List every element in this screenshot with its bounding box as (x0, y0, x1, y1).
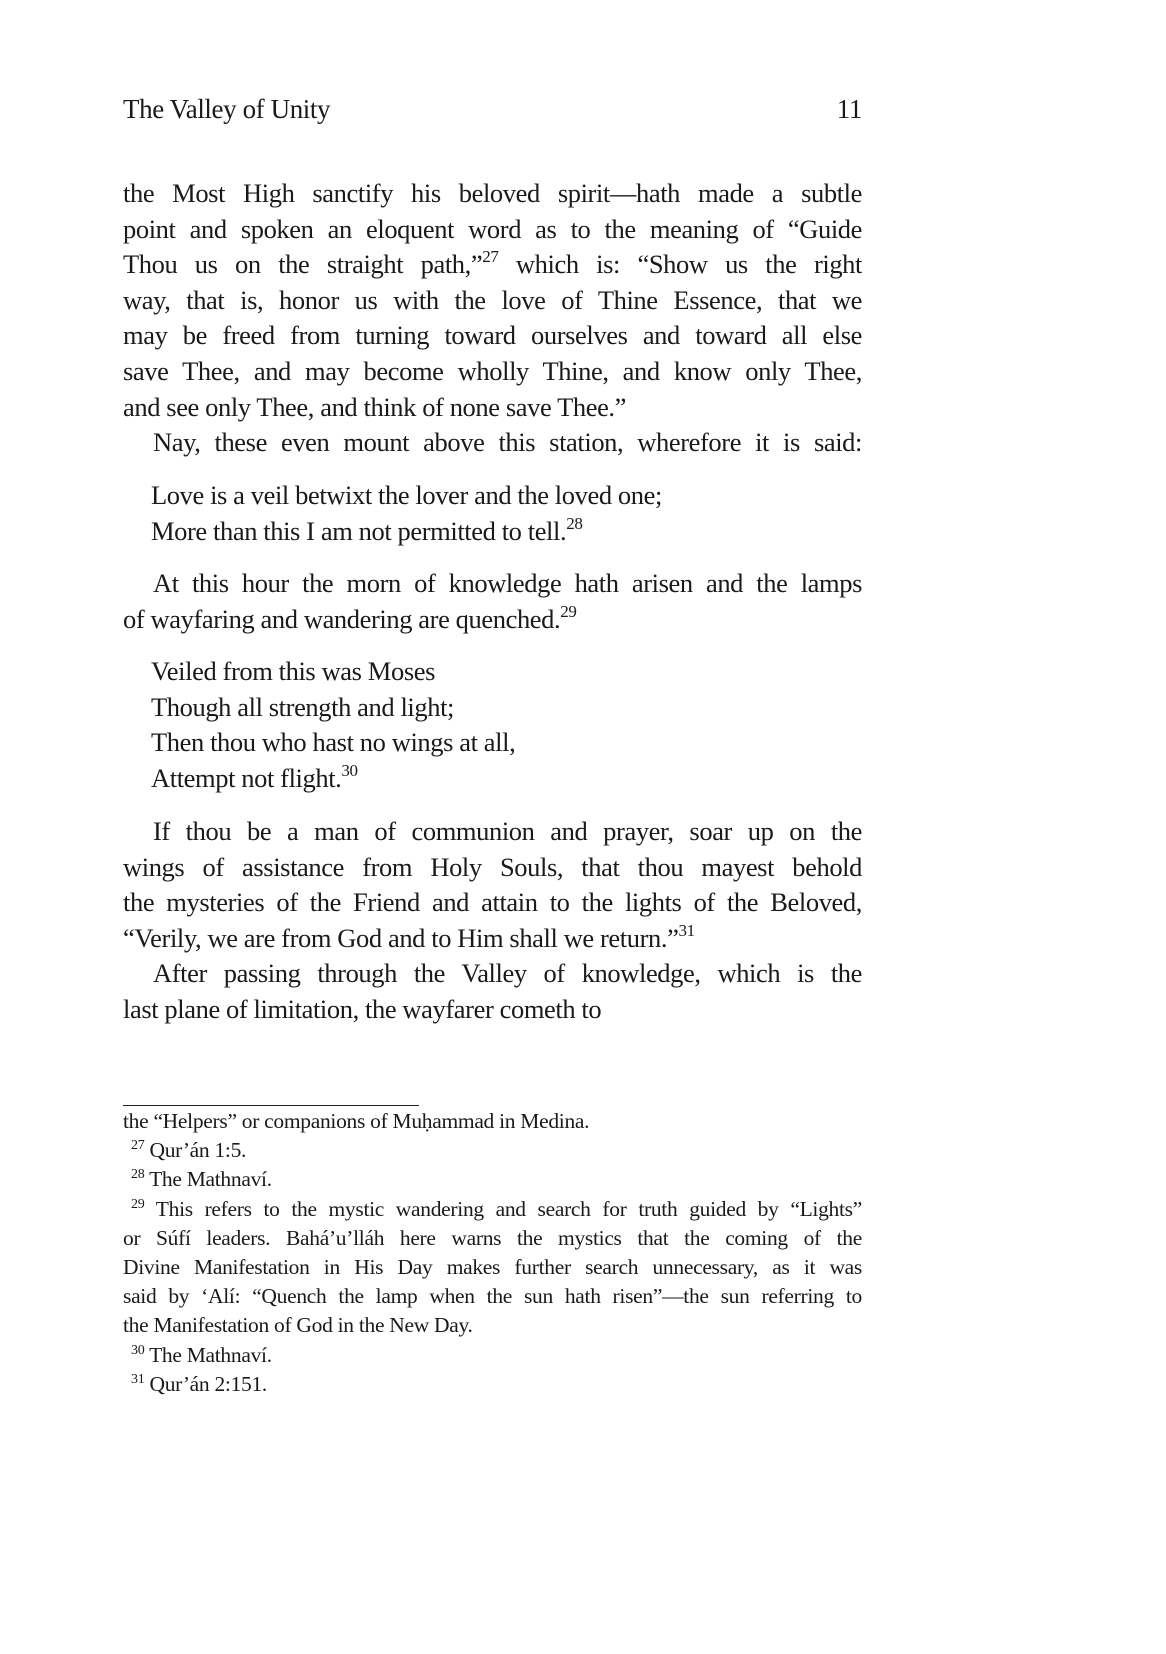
text-line (123, 921, 862, 957)
footnote-text: This refers to the mystic wandering and search for truth guided by “Lights” (144, 1196, 862, 1221)
footnote-text: the Manifestation of God in the New Day. (123, 1313, 473, 1338)
running-title: The Valley of Unity (123, 94, 331, 124)
footnote-ref: 28 (566, 513, 583, 533)
footnote-ref: 29 (560, 601, 577, 621)
footnote-number: 31 (131, 1371, 145, 1387)
text-line (123, 390, 862, 426)
line-text: More than this I am not permitted to tell. (151, 515, 567, 546)
line-text: “Verily, we are from God and to Him shall we return.” (123, 922, 679, 953)
text-line (123, 992, 862, 1028)
text-line (123, 514, 862, 550)
footnote-line (123, 1370, 862, 1399)
line-text: which is: “Show us the right (498, 249, 862, 280)
footnote-ref: 31 (678, 920, 695, 940)
line-text: save Thee, and may become wholly Thine, and know only Thee, (123, 355, 862, 386)
line-text: wings of assistance from Holy Souls, that thou mayest behold (123, 851, 862, 882)
line-text: the Most High sanctify his beloved spirit—hath made a subtle (123, 178, 862, 208)
text-line (123, 318, 862, 354)
line-text: Nay, these even mount above this station, wherefore it is said: (153, 427, 862, 458)
text-line (123, 247, 862, 283)
text-line (123, 956, 862, 992)
footnote-line (123, 1282, 862, 1311)
line-text: of wayfaring and wandering are quenched. (123, 603, 561, 634)
line-text: Then thou who hast no wings at all, (151, 727, 516, 758)
para-1 (123, 176, 862, 461)
verse-2 (123, 654, 862, 796)
page-number: 11 (836, 94, 862, 124)
text-line (123, 602, 862, 638)
text-line (123, 725, 862, 761)
text-line (123, 212, 862, 248)
line-text: point and spoken an eloquent word as to the meaning of “Guide (123, 213, 862, 244)
line-text: Though all strength and light; (151, 691, 455, 722)
line-text: After passing through the Valley of knowledge, which is the (153, 958, 862, 989)
text-line (123, 425, 862, 461)
line-text: At this hour the morn of knowledge hath arisen and the lamps (153, 568, 862, 598)
text-line (123, 885, 862, 921)
text-line (123, 176, 862, 212)
footnote-ref: 27 (482, 247, 499, 267)
para-3 (123, 814, 862, 1028)
line-text: and see only Thee, and think of none save Thee.” (123, 391, 627, 422)
text-line (123, 283, 862, 319)
footnote-number: 27 (131, 1138, 145, 1154)
footnote-text: The Mathnaví. (144, 1342, 272, 1367)
footnote-text: said by ‘Alí: “Quench the lamp when the sun hath risen”—the sun referring to (123, 1284, 862, 1309)
footnote-text: the “Helpers” or companions of Muḥammad in Medina. (123, 1109, 590, 1133)
line-text: Love is a veil betwixt the lover and the loved one; (151, 480, 662, 510)
line-text: Veiled from this was Moses (151, 656, 436, 686)
line-text: last plane of limitation, the wayfarer cometh to (123, 993, 602, 1024)
verse-1 (123, 478, 862, 549)
footnote-line (123, 1341, 862, 1370)
text-line (123, 850, 862, 886)
para-2 (123, 566, 862, 637)
text-line (123, 690, 862, 726)
footnote-ref: 30 (341, 760, 358, 780)
text-line (123, 761, 862, 797)
text-line (123, 354, 862, 390)
line-text: way, that is, honor us with the love of Thine Essence, that we (123, 284, 862, 315)
footnote-text: Divine Manifestation in His Day makes further search unnecessary, as it was (123, 1254, 862, 1279)
footnote-number: 29 (131, 1196, 145, 1212)
footnote-line (123, 1136, 862, 1165)
line-text: the mysteries of the Friend and attain to the lights of the Beloved, (123, 887, 862, 918)
text-line (123, 478, 862, 514)
footnote-number: 28 (131, 1167, 145, 1183)
footnote-line (123, 1311, 862, 1340)
footnote-rule (123, 1105, 419, 1106)
line-text: If thou be a man of communion and prayer, soar up on the (153, 816, 862, 846)
footnote-line (123, 1107, 862, 1136)
footnote-line (123, 1165, 862, 1194)
footnote-text: The Mathnaví. (144, 1167, 272, 1192)
line-text: Thou us on the straight path,” (123, 249, 483, 280)
footnote-number: 30 (131, 1342, 145, 1358)
text-line (123, 814, 862, 850)
footnote-line (123, 1195, 862, 1224)
footnotes (123, 1107, 862, 1399)
footnote-text: Qur’án 2:151. (144, 1371, 267, 1396)
text-line (123, 654, 862, 690)
footnote-text: Qur’án 1:5. (144, 1138, 247, 1163)
footnote-text: or Súfí leaders. Bahá’u’lláh here warns the mystics that the coming of the (123, 1225, 862, 1250)
line-text: may be freed from turning toward ourselves and toward all else (123, 320, 862, 351)
text-line (123, 566, 862, 602)
footnote-line (123, 1253, 862, 1282)
footnote-line (123, 1224, 862, 1253)
line-text: Attempt not flight. (151, 762, 342, 793)
